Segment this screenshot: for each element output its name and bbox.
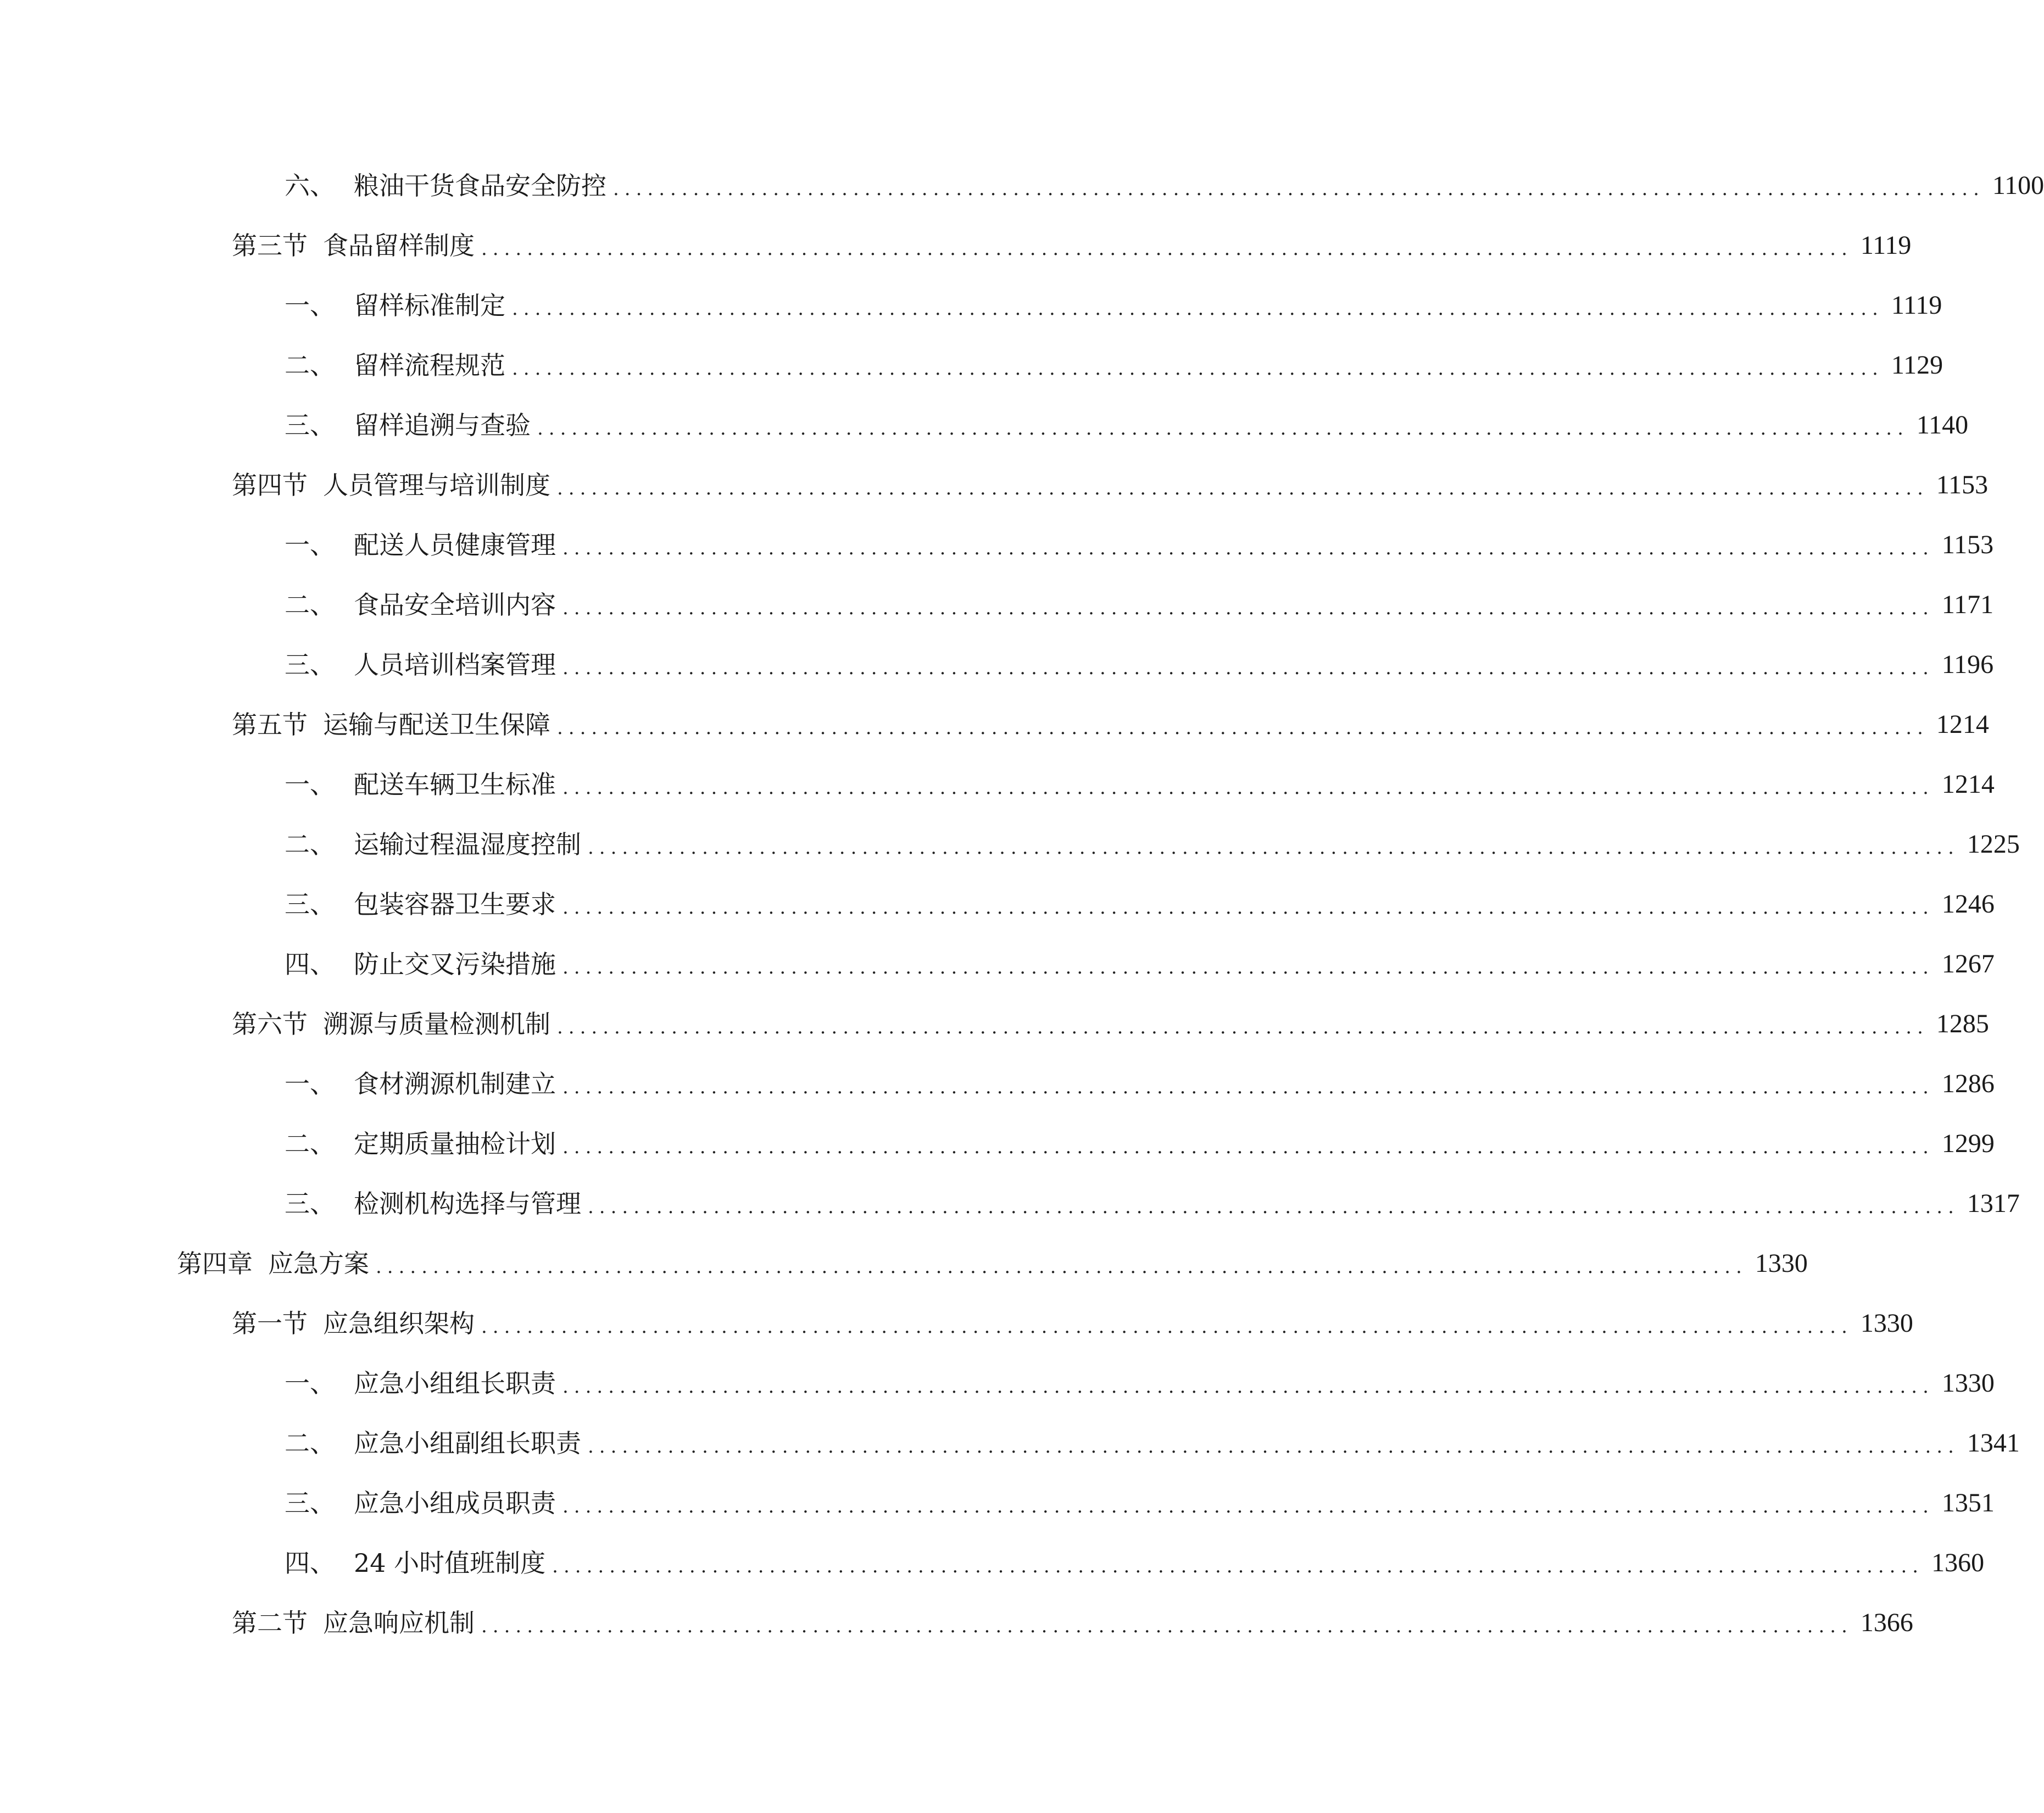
toc-entry[interactable] <box>0 754 1995 814</box>
toc-entry-page: 1129 <box>1891 350 1943 380</box>
toc-entry-page: 1286 <box>1941 1069 1995 1098</box>
toc-entry-number: 四、 <box>285 949 335 979</box>
dot-leader: ........................................................................................................................ <box>562 1136 1934 1158</box>
toc-entry-page: 1246 <box>1941 889 1995 919</box>
toc-entry[interactable] <box>0 1054 1995 1114</box>
toc-entry[interactable] <box>0 1293 1913 1353</box>
dot-leader: ........................................................................................................................ <box>562 537 1934 559</box>
toc-entry-title: 应急小组副组长职责 <box>354 1428 581 1458</box>
toc-entry-number: 第四章 <box>177 1248 253 1278</box>
dot-leader: ........................................................................................................................ <box>376 1255 1747 1278</box>
toc-entry[interactable] <box>0 515 1994 575</box>
toc-entry-title: 配送车辆卫生标准 <box>354 769 556 799</box>
toc-entry-number: 第一节 <box>232 1308 308 1338</box>
toc-entry[interactable] <box>0 1533 1985 1593</box>
toc-entry-page: 1360 <box>1931 1548 1985 1577</box>
dot-leader: ........................................................................................................................ <box>562 1375 1934 1398</box>
toc-entry[interactable] <box>0 455 1989 515</box>
toc-entry-title: 运输过程温湿度控制 <box>354 829 581 859</box>
toc-entry-title: 应急方案 <box>268 1248 369 1278</box>
dot-leader: ........................................................................................................................ <box>557 1016 1929 1038</box>
toc-entry-title: 定期质量抽检计划 <box>354 1128 556 1159</box>
toc-entry[interactable] <box>0 994 1989 1054</box>
toc-entry-page: 1330 <box>1755 1248 1808 1278</box>
dot-leader: ........................................................................................................................ <box>512 297 1884 320</box>
toc-entry-page: 1196 <box>1941 649 1994 679</box>
toc-entry[interactable] <box>0 1174 2020 1233</box>
toc-entry-page: 1267 <box>1941 949 1995 978</box>
dot-leader: ........................................................................................................................ <box>613 177 1985 200</box>
toc-entry[interactable] <box>0 1353 1995 1413</box>
toc-entry-title: 人员培训档案管理 <box>354 649 556 680</box>
toc-entry[interactable] <box>0 1593 1913 1653</box>
toc-entry-number: 第五节 <box>232 709 308 739</box>
toc-entry-title: 粮油干货食品安全防控 <box>354 170 606 201</box>
toc-entry[interactable] <box>0 814 2020 874</box>
toc-entry[interactable] <box>0 934 1995 994</box>
toc-entry-page: 1317 <box>1967 1188 2020 1218</box>
toc-entry-page: 1153 <box>1941 530 1994 559</box>
toc-entry-number: 二、 <box>285 589 335 620</box>
toc-entry-page: 1225 <box>1967 829 2020 859</box>
dot-leader: ........................................................................................................................ <box>588 1435 1959 1458</box>
toc-entry[interactable] <box>0 694 1989 754</box>
toc-entry-number: 三、 <box>285 1488 335 1518</box>
toc-entry-page: 1351 <box>1941 1488 1995 1517</box>
toc-entry[interactable] <box>0 1473 1995 1533</box>
dot-leader: ........................................................................................................................ <box>562 657 1934 679</box>
dot-leader: ........................................................................................................................ <box>562 1076 1934 1098</box>
dot-leader: ........................................................................................................................ <box>562 776 1934 799</box>
toc-entry-number: 一、 <box>285 1069 335 1099</box>
toc-entry-number: 第六节 <box>232 1009 308 1039</box>
toc-entry-number: 四、 <box>285 1548 335 1578</box>
toc-entry-number: 一、 <box>285 530 335 560</box>
toc-entry-number: 二、 <box>285 350 335 380</box>
toc-entry-number: 三、 <box>285 889 335 919</box>
toc-entry-title: 配送人员健康管理 <box>354 530 556 560</box>
dot-leader: ........................................................................................................................ <box>557 477 1929 499</box>
toc-entry-title: 食品安全培训内容 <box>354 589 556 620</box>
toc-entry-title: 应急小组组长职责 <box>354 1368 556 1398</box>
toc-entry[interactable] <box>0 155 2044 215</box>
toc-entry[interactable] <box>0 275 1942 335</box>
toc-entry-title: 防止交叉污染措施 <box>354 949 556 979</box>
toc-entry-title: 包装容器卫生要求 <box>354 889 556 919</box>
toc-entry-number: 二、 <box>285 1428 335 1458</box>
toc-entry-page: 1366 <box>1860 1608 1913 1637</box>
toc-entry-page: 1140 <box>1916 410 1969 440</box>
toc-entry-page: 1119 <box>1860 230 1912 260</box>
toc-entry-title: 检测机构选择与管理 <box>354 1188 581 1219</box>
toc-entry[interactable] <box>0 575 1994 635</box>
toc-entry-number: 三、 <box>285 1188 335 1219</box>
toc-entry-number: 第三节 <box>232 230 308 260</box>
toc-entry-page: 1341 <box>1967 1428 2020 1458</box>
toc-entry-page: 1100 <box>1992 170 2044 200</box>
toc-entry-page: 1330 <box>1860 1308 1913 1338</box>
dot-leader: ........................................................................................................................ <box>481 1315 1853 1338</box>
dot-leader: ........................................................................................................................ <box>562 956 1934 978</box>
toc-entry[interactable] <box>0 1413 2020 1473</box>
toc-entry-title: 留样流程规范 <box>354 350 505 380</box>
toc-entry-page: 1119 <box>1891 290 1942 320</box>
toc-entry[interactable] <box>0 635 1994 694</box>
toc-entry-page: 1153 <box>1936 470 1989 499</box>
toc-entry-title: 24 小时值班制度 <box>354 1548 546 1578</box>
dot-leader: ........................................................................................................................ <box>537 417 1909 440</box>
dot-leader: ........................................................................................................................ <box>588 836 1959 859</box>
toc-entry[interactable] <box>0 215 1912 275</box>
toc-entry[interactable] <box>0 1114 1995 1174</box>
toc-entry-number: 一、 <box>285 290 335 320</box>
toc-entry-title: 应急小组成员职责 <box>354 1488 556 1518</box>
dot-leader: ........................................................................................................................ <box>557 716 1929 739</box>
dot-leader: ........................................................................................................................ <box>512 357 1884 380</box>
toc-entry-number: 第二节 <box>232 1608 308 1638</box>
toc-entry-title: 溯源与质量检测机制 <box>323 1009 550 1039</box>
toc-entry-title: 食材溯源机制建立 <box>354 1069 556 1099</box>
toc-entry[interactable] <box>0 335 1943 395</box>
toc-entry-number: 一、 <box>285 769 335 799</box>
toc-entry-number: 二、 <box>285 1128 335 1159</box>
toc-entry-title: 食品留样制度 <box>323 230 475 260</box>
dot-leader: ........................................................................................................................ <box>588 1195 1959 1218</box>
dot-leader: ........................................................................................................................ <box>562 597 1934 619</box>
toc-entry-number: 三、 <box>285 410 335 440</box>
toc-entry[interactable] <box>0 874 1995 934</box>
toc-entry-title: 应急响应机制 <box>323 1608 475 1638</box>
toc-entry-title: 人员管理与培训制度 <box>323 470 550 500</box>
toc-entry-page: 1299 <box>1941 1128 1995 1158</box>
toc-entry[interactable] <box>0 395 1969 455</box>
dot-leader: ........................................................................................................................ <box>481 237 1853 260</box>
table-of-contents <box>0 155 2044 1653</box>
toc-entry-title: 运输与配送卫生保障 <box>323 709 550 739</box>
dot-leader: ........................................................................................................................ <box>481 1615 1853 1637</box>
toc-entry-title: 留样追溯与查验 <box>354 410 531 440</box>
toc-entry-title: 应急组织架构 <box>323 1308 475 1338</box>
dot-leader: ........................................................................................................................ <box>562 896 1934 919</box>
toc-entry-number: 三、 <box>285 649 335 680</box>
toc-entry-title: 留样标准制定 <box>354 290 505 320</box>
dot-leader: ........................................................................................................................ <box>562 1495 1934 1517</box>
toc-entry-number: 二、 <box>285 829 335 859</box>
toc-entry-page: 1330 <box>1941 1368 1995 1398</box>
toc-entry-page: 1214 <box>1936 709 1989 739</box>
toc-entry-page: 1171 <box>1941 589 1994 619</box>
toc-entry[interactable] <box>0 1233 1808 1293</box>
toc-entry-number: 第四节 <box>232 470 308 500</box>
toc-entry-number: 一、 <box>285 1368 335 1398</box>
toc-entry-number: 六、 <box>285 170 335 201</box>
toc-entry-page: 1214 <box>1941 769 1995 799</box>
toc-entry-page: 1285 <box>1936 1009 1989 1038</box>
dot-leader: ........................................................................................................................ <box>552 1555 1924 1577</box>
